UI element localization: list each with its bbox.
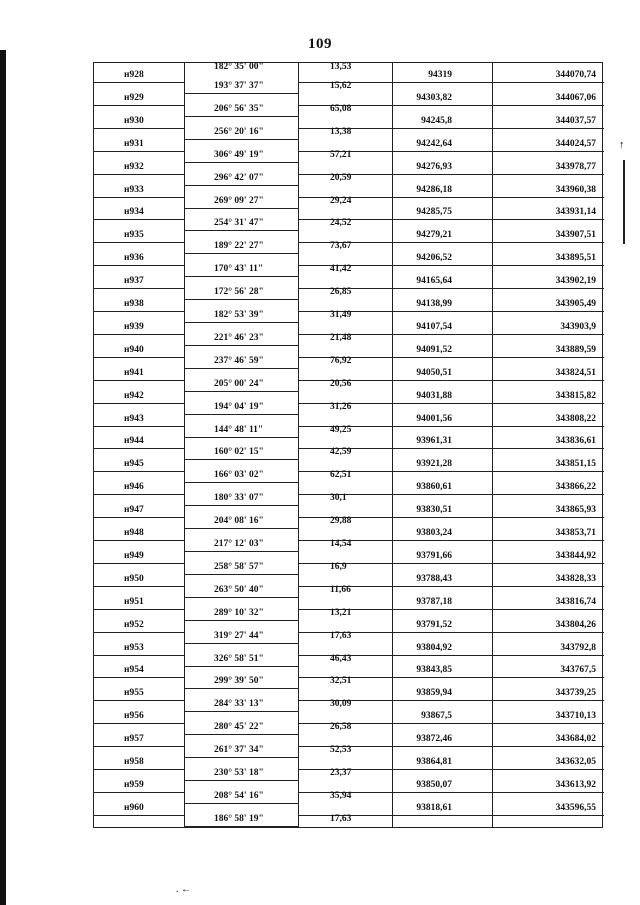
distance-cell: 24,52 <box>330 218 352 229</box>
y-coordinate: 343895,51 <box>555 253 596 264</box>
angle-cell: 166° 03' 02" <box>214 470 264 481</box>
x-coordinate: 93787,18 <box>416 596 452 607</box>
row-line <box>392 586 604 587</box>
point-label: н933 <box>124 184 144 195</box>
point-label: н940 <box>124 344 144 355</box>
x-coordinate: 93859,94 <box>416 688 452 699</box>
y-coordinate: 343960,38 <box>555 184 596 195</box>
row-line <box>94 632 184 633</box>
row-line <box>392 746 604 747</box>
y-coordinate: 343613,92 <box>555 779 596 790</box>
row-line <box>392 357 604 358</box>
distance-cell: 57,21 <box>330 149 352 160</box>
y-coordinate: 343844,92 <box>555 550 596 561</box>
angle-cell: 172° 56' 28" <box>214 287 264 298</box>
angle-cell: 221° 46' 23" <box>214 332 264 343</box>
angle-cell: 204° 08' 16" <box>214 516 264 527</box>
distance-cell: 31,49 <box>330 310 352 320</box>
y-coordinate: 343739,25 <box>555 688 596 699</box>
row-line <box>94 174 184 175</box>
point-label: н936 <box>124 253 144 264</box>
angle-cell: 261° 37' 34" <box>214 745 264 756</box>
row-line <box>392 380 604 381</box>
distance-cell: 52,53 <box>330 745 352 756</box>
row-line <box>392 82 604 83</box>
angle-cell: 256° 20' 16" <box>214 126 264 137</box>
angle-cell: 269° 09' 27" <box>214 195 264 206</box>
row-line <box>94 357 184 358</box>
x-coordinate: 93843,85 <box>416 665 452 676</box>
row-line <box>94 334 184 335</box>
y-coordinate: 343816,74 <box>555 596 596 607</box>
point-label: н945 <box>124 459 144 470</box>
row-line <box>184 162 298 163</box>
y-coordinate: 343824,51 <box>555 367 596 378</box>
row-line <box>94 540 184 541</box>
row-line <box>184 711 298 712</box>
row-line <box>94 288 184 289</box>
row-line <box>392 494 604 495</box>
x-coordinate: 93921,28 <box>416 459 452 470</box>
point-label: н937 <box>124 276 144 287</box>
row-line <box>94 815 184 816</box>
row-line <box>392 311 604 312</box>
distance-cell: 29,88 <box>330 516 352 527</box>
x-coordinate: 94165,64 <box>416 276 452 287</box>
row-line <box>184 528 298 529</box>
row-line <box>184 780 298 781</box>
row-line <box>392 655 604 656</box>
y-coordinate: 343767,5 <box>560 665 596 676</box>
row-line <box>392 563 604 564</box>
point-label: н958 <box>124 757 144 767</box>
row-line <box>94 609 184 610</box>
point-label: н953 <box>124 642 144 653</box>
distance-cell: 17,63 <box>330 630 352 641</box>
point-label: н943 <box>124 413 144 424</box>
row-line <box>94 128 184 129</box>
row-line <box>184 414 298 415</box>
point-label: н941 <box>124 367 144 378</box>
row-line <box>392 540 604 541</box>
row-line <box>184 620 298 621</box>
point-label: н947 <box>124 505 144 516</box>
distance-cell: 13,53 <box>330 62 352 72</box>
point-label: н944 <box>124 436 144 447</box>
point-label: н952 <box>124 619 144 630</box>
row-line <box>94 105 184 106</box>
row-line <box>392 517 604 518</box>
row-line <box>184 482 298 483</box>
point-label: н928 <box>124 70 144 80</box>
angle-cell: 280° 45' 22" <box>214 722 264 733</box>
point-label: н955 <box>124 688 144 699</box>
row-line <box>184 803 298 804</box>
x-coordinate: 94206,52 <box>416 253 452 264</box>
row-line <box>94 563 184 564</box>
row-line <box>94 471 184 472</box>
y-coordinate: 344070,74 <box>555 70 596 80</box>
row-line <box>184 459 298 460</box>
distance-cell: 65,08 <box>330 103 352 114</box>
row-line <box>184 734 298 735</box>
angle-cell: 326° 58' 51" <box>214 653 264 664</box>
x-coordinate: 94319 <box>428 70 452 80</box>
x-coordinate: 94050,51 <box>416 367 452 378</box>
distance-cell: 20,59 <box>330 172 352 183</box>
row-line <box>184 276 298 277</box>
point-label: н951 <box>124 596 144 607</box>
y-coordinate: 343907,51 <box>555 230 596 241</box>
scan-edge-bar <box>0 50 6 905</box>
x-coordinate: 94245,8 <box>421 115 452 126</box>
y-coordinate: 343978,77 <box>555 161 596 172</box>
row-line <box>94 746 184 747</box>
row-line <box>184 322 298 323</box>
row-line <box>184 185 298 186</box>
row-line <box>184 757 298 758</box>
row-line <box>94 517 184 518</box>
coordinates-table <box>93 62 603 828</box>
column-divider <box>492 63 493 827</box>
distance-cell: 14,54 <box>330 539 352 549</box>
point-label: н942 <box>124 390 144 401</box>
column-divider <box>184 63 185 827</box>
x-coordinate: 94091,52 <box>416 344 452 355</box>
row-line <box>184 253 298 254</box>
point-label: н938 <box>124 299 144 309</box>
row-line <box>392 426 604 427</box>
point-label: н939 <box>124 321 144 332</box>
distance-cell: 35,94 <box>330 790 352 801</box>
x-coordinate: 93818,61 <box>416 802 452 813</box>
row-line <box>392 723 604 724</box>
x-coordinate: 93872,46 <box>416 734 452 745</box>
row-line <box>94 700 184 701</box>
distance-cell: 23,37 <box>330 768 352 778</box>
margin-arrow-icon: ↑ <box>619 139 625 151</box>
row-line <box>392 288 604 289</box>
distance-cell: 32,51 <box>330 676 352 687</box>
row-line <box>94 403 184 404</box>
angle-cell: 206° 56' 35" <box>214 103 264 114</box>
distance-cell: 13,38 <box>330 126 352 137</box>
row-line <box>392 815 604 816</box>
distance-cell: 13,21 <box>330 607 352 618</box>
angle-cell: 237° 46' 59" <box>214 355 264 366</box>
row-line <box>94 197 184 198</box>
row-line <box>184 597 298 598</box>
y-coordinate: 343865,93 <box>555 505 596 516</box>
row-line <box>94 265 184 266</box>
row-line <box>184 574 298 575</box>
angle-cell: 208° 54' 16" <box>214 790 264 801</box>
column-divider <box>392 63 393 827</box>
x-coordinate: 93791,66 <box>416 550 452 561</box>
row-line <box>392 700 604 701</box>
point-label: н949 <box>124 550 144 561</box>
row-line <box>184 116 298 117</box>
distance-cell: 11,66 <box>330 584 351 595</box>
row-line <box>392 632 604 633</box>
distance-cell: 31,26 <box>330 401 352 412</box>
distance-cell: 46,43 <box>330 653 352 664</box>
x-coordinate: 93867,5 <box>421 711 452 722</box>
x-coordinate: 93791,52 <box>416 619 452 630</box>
point-label: н948 <box>124 528 144 538</box>
angle-cell: 144° 48' 11" <box>214 424 264 435</box>
row-line <box>184 391 298 392</box>
y-coordinate: 344037,57 <box>555 115 596 126</box>
row-line <box>94 723 184 724</box>
x-coordinate: 94285,75 <box>416 207 452 218</box>
margin-line <box>623 160 625 244</box>
row-line <box>94 494 184 495</box>
row-line <box>94 677 184 678</box>
y-coordinate: 343903,9 <box>560 321 596 332</box>
point-label: н954 <box>124 665 144 676</box>
y-coordinate: 343889,59 <box>555 344 596 355</box>
x-coordinate: 93788,43 <box>416 573 452 584</box>
distance-cell: 26,58 <box>330 722 352 733</box>
x-coordinate: 94242,64 <box>416 138 452 149</box>
row-line <box>94 655 184 656</box>
row-line <box>94 426 184 427</box>
y-coordinate: 343836,61 <box>555 436 596 447</box>
row-line <box>94 219 184 220</box>
row-line <box>392 174 604 175</box>
y-coordinate: 343596,55 <box>555 802 596 813</box>
distance-cell: 76,92 <box>330 355 352 366</box>
x-coordinate: 93803,24 <box>416 528 452 538</box>
angle-cell: 217° 12' 03" <box>214 539 264 549</box>
y-coordinate: 343853,71 <box>555 528 596 538</box>
angle-cell: 230° 53' 18" <box>214 768 264 778</box>
angle-cell: 160° 02' 15" <box>214 447 264 458</box>
angle-cell: 263° 50' 40" <box>214 584 264 595</box>
row-line <box>184 368 298 369</box>
point-label: н930 <box>124 115 144 126</box>
page-number: 109 <box>308 36 332 52</box>
distance-cell: 62,51 <box>330 470 352 481</box>
y-coordinate: 343905,49 <box>555 299 596 309</box>
row-line <box>94 380 184 381</box>
x-coordinate: 93860,61 <box>416 482 452 493</box>
row-line <box>392 128 604 129</box>
angle-cell: 254° 31' 47" <box>214 218 264 229</box>
y-coordinate: 343866,22 <box>555 482 596 493</box>
row-line <box>94 448 184 449</box>
angle-cell: 182° 35' 00" <box>214 62 264 72</box>
point-label: н957 <box>124 734 144 745</box>
x-coordinate: 93830,51 <box>416 505 452 516</box>
distance-cell: 17,63 <box>330 813 352 824</box>
distance-cell: 30,1 <box>330 493 347 504</box>
angle-cell: 193° 37' 37" <box>214 81 264 91</box>
row-line <box>184 230 298 231</box>
row-line <box>392 403 604 404</box>
angle-cell: 284° 33' 13" <box>214 699 264 710</box>
x-coordinate: 93864,81 <box>416 757 452 767</box>
row-line <box>94 151 184 152</box>
point-label: н960 <box>124 802 144 813</box>
row-line <box>392 677 604 678</box>
row-line <box>392 265 604 266</box>
x-coordinate: 94001,56 <box>416 413 452 424</box>
row-line <box>184 437 298 438</box>
row-line <box>184 505 298 506</box>
row-line <box>94 769 184 770</box>
point-label: н934 <box>124 207 144 218</box>
point-label: н935 <box>124 230 144 241</box>
row-line <box>184 666 298 667</box>
row-line <box>184 551 298 552</box>
distance-cell: 16,9 <box>330 561 347 572</box>
angle-cell: 296° 42' 07" <box>214 172 264 183</box>
x-coordinate: 94107,54 <box>416 321 452 332</box>
row-line <box>94 792 184 793</box>
distance-cell: 26,85 <box>330 287 352 298</box>
footer-mark: . ← <box>176 884 191 895</box>
y-coordinate: 343902,19 <box>555 276 596 287</box>
row-line <box>392 219 604 220</box>
point-label: н946 <box>124 482 144 493</box>
distance-cell: 21,48 <box>330 332 352 343</box>
point-label: н931 <box>124 138 144 149</box>
y-coordinate: 343684,02 <box>555 734 596 745</box>
angle-cell: 189° 22' 27" <box>214 241 264 252</box>
y-coordinate: 343632,05 <box>555 757 596 767</box>
distance-cell: 41,42 <box>330 264 352 275</box>
point-label: н959 <box>124 779 144 790</box>
angle-cell: 299° 39' 50" <box>214 676 264 687</box>
x-coordinate: 94276,93 <box>416 161 452 172</box>
y-coordinate: 343804,26 <box>555 619 596 630</box>
row-line <box>392 609 604 610</box>
row-line <box>94 586 184 587</box>
distance-cell: 30,09 <box>330 699 352 710</box>
row-line <box>184 643 298 644</box>
row-line <box>94 311 184 312</box>
x-coordinate: 94279,21 <box>416 230 452 241</box>
row-line <box>94 82 184 83</box>
angle-cell: 182° 53' 39" <box>214 310 264 320</box>
y-coordinate: 343808,22 <box>555 413 596 424</box>
y-coordinate: 343792,8 <box>560 642 596 653</box>
point-label: н956 <box>124 711 144 722</box>
y-coordinate: 343828,33 <box>555 573 596 584</box>
row-line <box>392 448 604 449</box>
row-line <box>392 242 604 243</box>
y-coordinate: 344067,06 <box>555 92 596 103</box>
row-line <box>184 826 298 827</box>
distance-cell: 42,59 <box>330 447 352 458</box>
row-line <box>392 792 604 793</box>
row-line <box>392 334 604 335</box>
angle-cell: 186° 58' 19" <box>214 813 264 824</box>
point-label: н932 <box>124 161 144 172</box>
row-line <box>392 471 604 472</box>
row-line <box>184 93 298 94</box>
row-line <box>94 242 184 243</box>
y-coordinate: 344024,57 <box>555 138 596 149</box>
row-line <box>184 345 298 346</box>
row-line <box>392 105 604 106</box>
x-coordinate: 93961,31 <box>416 436 452 447</box>
row-line <box>184 208 298 209</box>
y-coordinate: 343815,82 <box>555 390 596 401</box>
point-label: н929 <box>124 92 144 103</box>
angle-cell: 289° 10' 32" <box>214 607 264 618</box>
angle-cell: 205° 00' 24" <box>214 378 264 389</box>
y-coordinate: 343851,15 <box>555 459 596 470</box>
distance-cell: 49,25 <box>330 424 352 435</box>
column-divider <box>298 63 299 827</box>
distance-cell: 15,62 <box>330 81 352 91</box>
x-coordinate: 94286,18 <box>416 184 452 195</box>
y-coordinate: 343931,14 <box>555 207 596 218</box>
row-line <box>392 151 604 152</box>
y-coordinate: 343710,13 <box>555 711 596 722</box>
x-coordinate: 93804,92 <box>416 642 452 653</box>
angle-cell: 194° 04' 19" <box>214 401 264 412</box>
row-line <box>184 139 298 140</box>
distance-cell: 20,56 <box>330 378 352 389</box>
angle-cell: 258° 58' 57" <box>214 561 264 572</box>
x-coordinate: 94303,82 <box>416 92 452 103</box>
angle-cell: 170° 43' 11" <box>214 264 264 275</box>
x-coordinate: 94138,99 <box>416 299 452 309</box>
point-label: н950 <box>124 573 144 584</box>
x-coordinate: 94031,88 <box>416 390 452 401</box>
row-line <box>392 769 604 770</box>
row-line <box>184 299 298 300</box>
angle-cell: 180° 33' 07" <box>214 493 264 504</box>
x-coordinate: 93850,07 <box>416 779 452 790</box>
distance-cell: 73,67 <box>330 241 352 252</box>
row-line <box>392 197 604 198</box>
row-line <box>184 688 298 689</box>
angle-cell: 306° 49' 19" <box>214 149 264 160</box>
angle-cell: 319° 27' 44" <box>214 630 264 641</box>
distance-cell: 29,24 <box>330 195 352 206</box>
